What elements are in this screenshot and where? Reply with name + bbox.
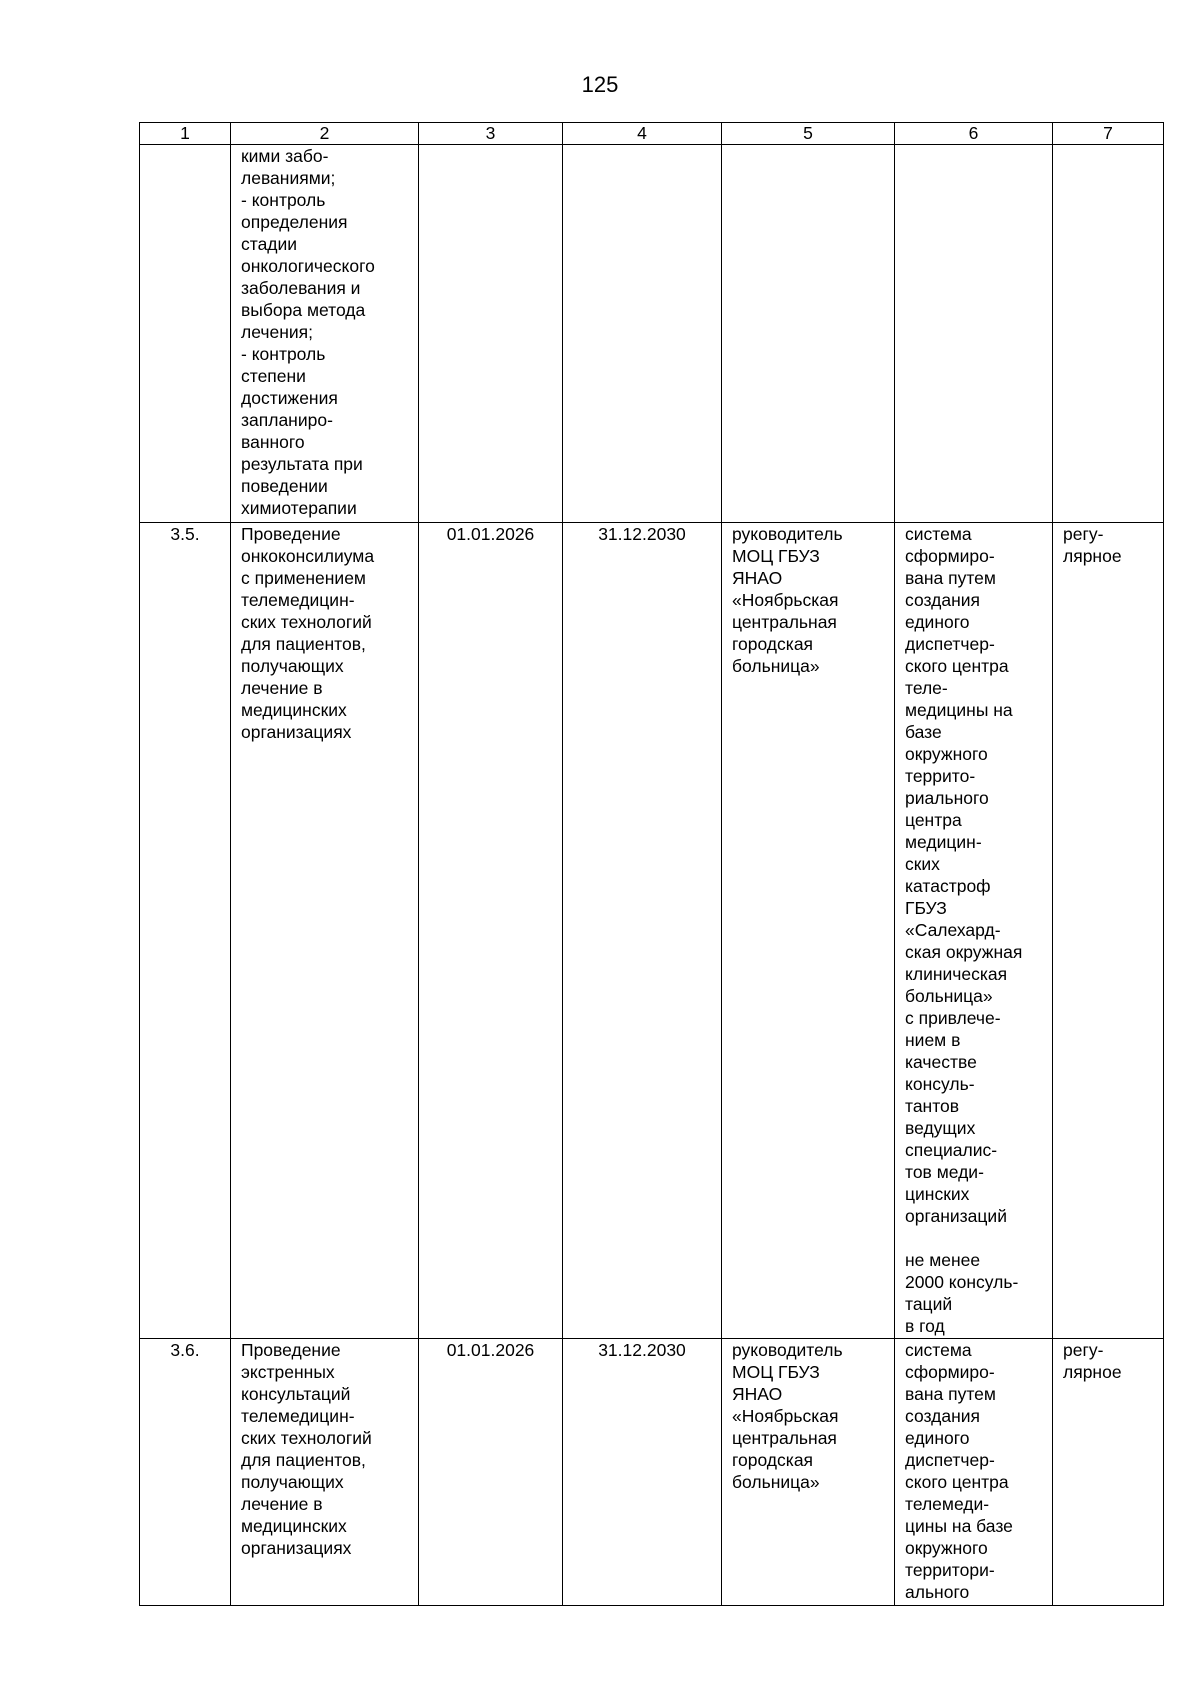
item-description: Проведение онкоконсилиума с применением телемедицин- ских технологий для пациентов, получающих лечение в медицинских организациях: [231, 523, 419, 1339]
end-date: 31.12.2030: [563, 1339, 722, 1606]
item-number: [140, 145, 231, 523]
column-header: 7: [1053, 123, 1164, 145]
item-description: Проведение экстренных консультаций телемедицин- ских технологий для пациентов, получающих лечение в медицинских организациях: [231, 1339, 419, 1606]
column-header: 2: [231, 123, 419, 145]
table-row: [140, 1339, 1164, 1606]
expected-result: [895, 145, 1053, 523]
expected-result: система сформиро- вана путем создания единого диспетчер- ского центра телемеди- цины на базе окружного территори- ального: [895, 1339, 1053, 1606]
responsible-party: [722, 145, 895, 523]
start-date: [419, 145, 563, 523]
end-date: [563, 145, 722, 523]
column-header: 4: [563, 123, 722, 145]
schedule-table: [139, 122, 1164, 1606]
item-description: кими забо- леваниями; - контроль определения стадии онкологического заболевания и выбора метода лечения; - контроль степени достижения запланиро- ванного результата при поведении химиотерапии: [231, 145, 419, 523]
column-header: 5: [722, 123, 895, 145]
periodicity: [1053, 145, 1164, 523]
start-date: 01.01.2026: [419, 523, 563, 1339]
periodicity: регу- лярное: [1053, 523, 1164, 1339]
table-row: [140, 145, 1164, 523]
expected-result: система сформиро- вана путем создания единого диспетчер- ского центра теле- медицины на базе окружного террито- риального центра медицин- ских катастроф ГБУЗ «Салехард- ская окружная клиническая больница» с привлече- нием в качестве консуль- тантов ведущих специалис- тов меди- цинских организаций не менее 2000 консуль- таций в год: [895, 523, 1053, 1339]
column-header: 6: [895, 123, 1053, 145]
column-header: 1: [140, 123, 231, 145]
item-number: 3.5.: [140, 523, 231, 1339]
responsible-party: руководитель МОЦ ГБУЗ ЯНАО «Ноябрьская центральная городская больница»: [722, 523, 895, 1339]
column-header: 3: [419, 123, 563, 145]
item-number: 3.6.: [140, 1339, 231, 1606]
periodicity: регу- лярное: [1053, 1339, 1164, 1606]
end-date: 31.12.2030: [563, 523, 722, 1339]
start-date: 01.01.2026: [419, 1339, 563, 1606]
table-row: [140, 523, 1164, 1339]
responsible-party: руководитель МОЦ ГБУЗ ЯНАО «Ноябрьская центральная городская больница»: [722, 1339, 895, 1606]
table-header-row: [140, 123, 1164, 145]
page-number: 125: [581, 72, 619, 97]
